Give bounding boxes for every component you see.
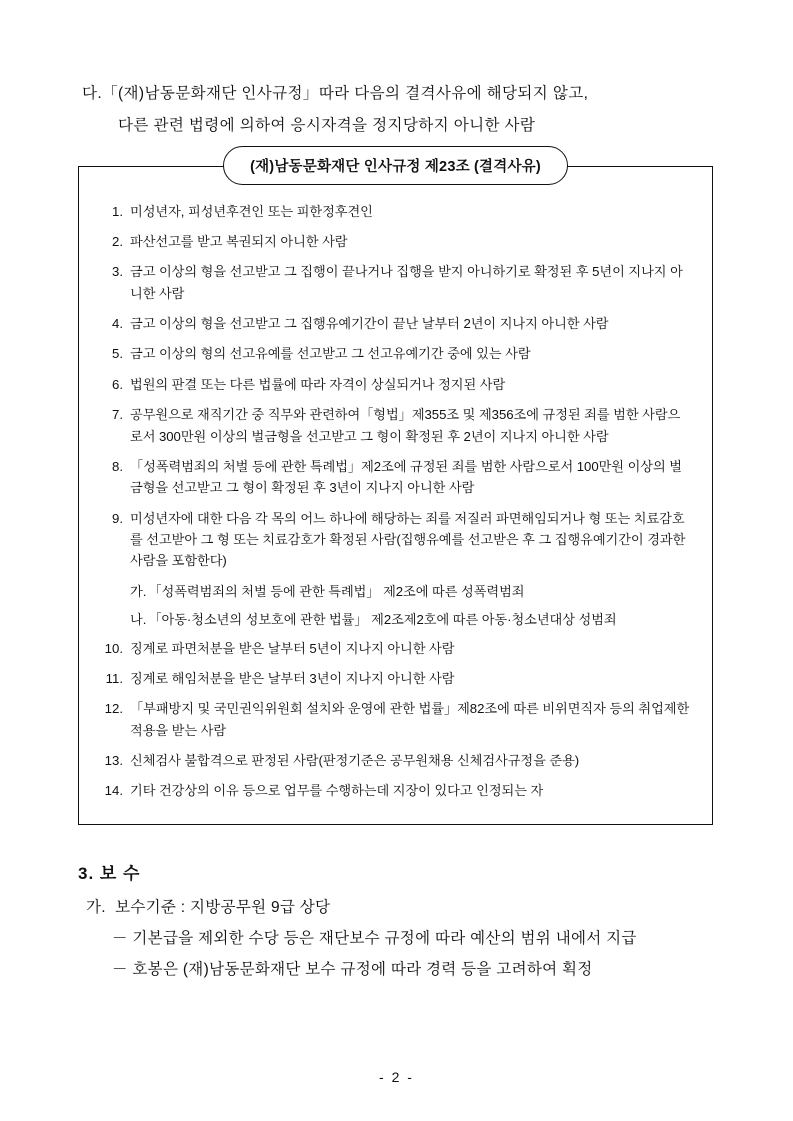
list-item-number: 13. xyxy=(104,753,123,769)
page-number: - 2 - xyxy=(379,1069,414,1085)
list-item-number: 14. xyxy=(104,783,123,799)
list-item-text: 징계로 해임처분을 받은 날부터 3년이 지나지 아니한 사람 xyxy=(130,670,455,686)
list-item xyxy=(99,201,692,222)
list-item xyxy=(99,261,692,304)
list-item xyxy=(99,698,692,741)
sub-list-item xyxy=(99,609,692,630)
list-item-text: 「성폭력범죄의 처벌 등에 관한 특례법」제2조에 규정된 죄를 범한 사람으로서 100만원 이상의 벌금형을 선고받고 그 형이 확정된 후 3년이 지나지 아니한 사람 xyxy=(130,458,682,496)
list-item-number: 4. xyxy=(112,316,123,332)
regulation-list xyxy=(99,201,692,802)
list-item-number: 12. xyxy=(104,701,123,717)
sub-list-item-text: 「성폭력범죄의 처벌 등에 관한 특례법」 제2조에 따른 성폭력범죄 xyxy=(148,583,525,599)
list-item-text: 미성년자에 대한 다음 각 목의 어느 하나에 해당하는 죄를 저질러 파면해임되거나 형 또는 치료감호를 선고받아 그 형 또는 치료감호가 확정된 사람(집행유예를 선고받은 후 그 집행유예기간이 경과한 사람을 포함한다) xyxy=(130,510,686,569)
list-item xyxy=(99,404,692,447)
list-item-text: 법원의 판결 또는 다른 법률에 따라 자격이 상실되거나 정지된 사람 xyxy=(130,376,506,392)
list-item-number: 7. xyxy=(112,407,123,423)
list-item-number: 11. xyxy=(105,670,123,686)
intro-paragraph xyxy=(72,78,721,142)
section3-dash-2: － 호봉은 (재)남동문화재단 보수 규정에 따라 경력 등을 고려하여 획정 xyxy=(112,960,593,978)
sub-list-item xyxy=(99,581,692,602)
list-item-text: 금고 이상의 형을 선고받고 그 집행유예기간이 끝난 날부터 2년이 지나지 아니한 사람 xyxy=(130,316,609,332)
sub-list-item-number: 나. xyxy=(130,612,147,628)
list-item xyxy=(99,750,692,771)
list-item xyxy=(99,780,692,801)
list-item-text: 징계로 파면처분을 받은 날부터 5년이 지나지 아니한 사람 xyxy=(130,640,455,656)
list-item-text: 파산선고를 받고 복권되지 아니한 사람 xyxy=(130,233,348,249)
list-item-text: 금고 이상의 형의 선고유예를 선고받고 그 선고유예기간 중에 있는 사람 xyxy=(130,346,531,362)
list-item-number: 2. xyxy=(112,233,123,249)
list-item xyxy=(99,231,692,252)
list-item xyxy=(99,668,692,689)
list-item xyxy=(99,508,692,572)
list-item-text: 「부패방지 및 국민권익위원회 설치와 운영에 관한 법률」제82조에 따른 비위면직자 등의 취업제한 적용을 받는 사람 xyxy=(130,701,690,738)
sub-list-item-text: 「아동·청소년의 성보호에 관한 법률」 제2조제2호에 따른 아동·청소년대상 성범죄 xyxy=(148,612,617,628)
list-item-number: 9. xyxy=(112,510,123,526)
intro-line-1: 다.「(재)남동문화재단 인사규정」따라 다음의 결격사유에 해당되지 않고, xyxy=(82,85,589,102)
list-item-number: 8. xyxy=(112,458,123,474)
list-item-number: 10. xyxy=(104,640,123,656)
list-item-number: 6. xyxy=(112,376,123,392)
list-item-text: 공무원으로 재직기간 중 직무와 관련하여「형법」제355조 및 제356조에 규정된 죄를 범한 사람으로서 300만원 이상의 벌금형을 선고받고 그 형이 확정된 후 2년이 지나지 아니한 사람 xyxy=(130,407,681,444)
list-item xyxy=(99,343,692,364)
regulation-title: (재)남동문화재단 인사규정 제23조 (결격사유) xyxy=(223,146,568,185)
list-item xyxy=(99,313,692,334)
list-item xyxy=(99,456,692,499)
regulation-box xyxy=(78,158,713,825)
sub-list-item-number: 가. xyxy=(130,583,147,599)
section3-item-a: 가. 보수기준 : 지방공무원 9급 상당 xyxy=(86,898,331,916)
list-item xyxy=(99,638,692,659)
list-item-text: 기타 건강상의 이유 등으로 업무를 수행하는데 지장이 있다고 인정되는 자 xyxy=(130,783,544,799)
list-item-number: 5. xyxy=(112,346,123,362)
list-item-text: 미성년자, 피성년후견인 또는 피한정후견인 xyxy=(130,203,373,219)
list-item-number: 1. xyxy=(112,203,123,219)
intro-line-2: 다른 관련 법령에 의하여 응시자격을 정지당하지 아니한 사람 xyxy=(118,116,536,134)
section-heading-3: 3. 보 수 xyxy=(78,863,141,883)
list-item-text: 신체검사 불합격으로 판정된 사람(판정기준은 공무원채용 신체검사규정을 준용) xyxy=(130,753,580,769)
list-item xyxy=(99,374,692,395)
section3-dash-1: － 기본급을 제외한 수당 등은 재단보수 규정에 따라 예산의 범위 내에서 지급 xyxy=(112,929,637,947)
list-item-text: 금고 이상의 형을 선고받고 그 집행이 끝나거나 집행을 받지 아니하기로 확정된 후 5년이 지나지 아니한 사람 xyxy=(130,264,683,301)
regulation-title-wrap xyxy=(79,146,712,185)
list-item-number: 3. xyxy=(112,264,123,280)
